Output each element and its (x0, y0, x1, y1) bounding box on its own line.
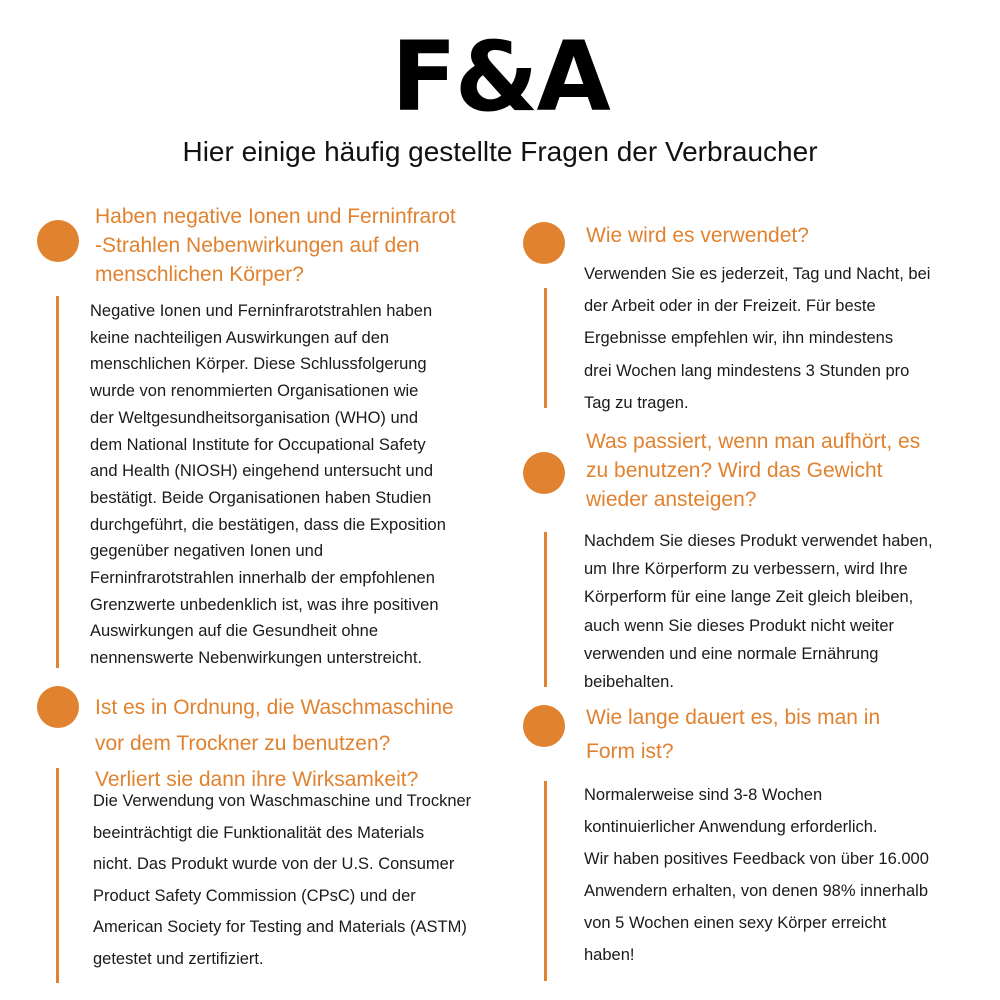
divider-line (544, 781, 547, 981)
bullet-dot (523, 222, 565, 264)
bullet-dot (523, 452, 565, 494)
page-subtitle: Hier einige häufig gestellte Fragen der Verbraucher (182, 136, 818, 167)
faq-question-5: Wie lange dauert es, bis man in Form ist? (586, 706, 881, 763)
bullet-dot (37, 686, 79, 728)
divider-line (544, 288, 547, 408)
bullet-dot (523, 705, 565, 747)
page-title: F&A (391, 21, 609, 133)
divider-line (56, 296, 59, 668)
faq-question-2: Ist es in Ordnung, die Waschmaschine vor dem Trockner zu benutzen? Verliert sie dann ihre Wirksamkeit? (95, 696, 454, 791)
divider-line (56, 768, 59, 983)
faq-answer-3: Verwenden Sie es jederzeit, Tag und Nacht, bei der Arbeit oder in der Freizeit. Für beste Ergebnisse empfehlen wir, ihn mindestens drei Wochen lang mindestens 3 Stunden pro Tag zu tragen. (584, 265, 931, 412)
faq-answer-5: Normalerweise sind 3-8 Wochen kontinuierlicher Anwendung erforderlich. Wir haben positives Feedback von über 16.000 Anwendern erhalten, von denen 98% innerhalb von 5 Wochen einen sexy Körper erreicht haben! (584, 786, 929, 964)
divider-line (544, 532, 547, 687)
faq-question-3: Wie wird es verwendet? (586, 224, 809, 247)
faq-answer-4: Nachdem Sie dieses Produkt verwendet haben, um Ihre Körperform zu verbessern, wird Ihre Körperform für eine lange Zeit gleich bleiben, auch wenn Sie dieses Produkt nicht weiter verwenden und eine normale Ernährung beibehalten. (584, 532, 933, 692)
faq-answer-1: Negative Ionen und Ferninfrarotstrahlen haben keine nachteiligen Auswirkungen auf den menschlichen Körper. Diese Schlussfolgerung wurde von renommierten Organisationen wie der Weltgesundheitsorganisation (WHO) und dem National Institute for Occupational Safety and Health (NIOSH) eingehend untersucht und bestätigt. Beide Organisationen haben Studien durchgeführt, die bestätigen, dass die Exposition gegenüber negativen Ionen und Ferninfrarotstrahlen innerhalb der empfohlenen Grenzwerte unbedenklich ist, was ihre positiven Auswirkungen auf die Gesundheit ohne nennenswerte Nebenwirkungen unterstreicht. (90, 302, 446, 668)
bullet-dot (37, 220, 79, 262)
faq-question-4: Was passiert, wenn man aufhört, es zu benutzen? Wird das Gewicht wieder ansteigen? (586, 430, 921, 511)
faq-question-1: Haben negative Ionen und Ferninfrarot -Strahlen Nebenwirkungen auf den menschlichen Körper? (95, 205, 456, 286)
faq-answer-2: Die Verwendung von Waschmaschine und Trockner beeinträchtigt die Funktionalität des Materials nicht. Das Produkt wurde von der U.S. Consumer Product Safety Commission (CPsC) und der American Society for Testing and Materials (ASTM) getestet und zertifiziert. (93, 792, 472, 968)
